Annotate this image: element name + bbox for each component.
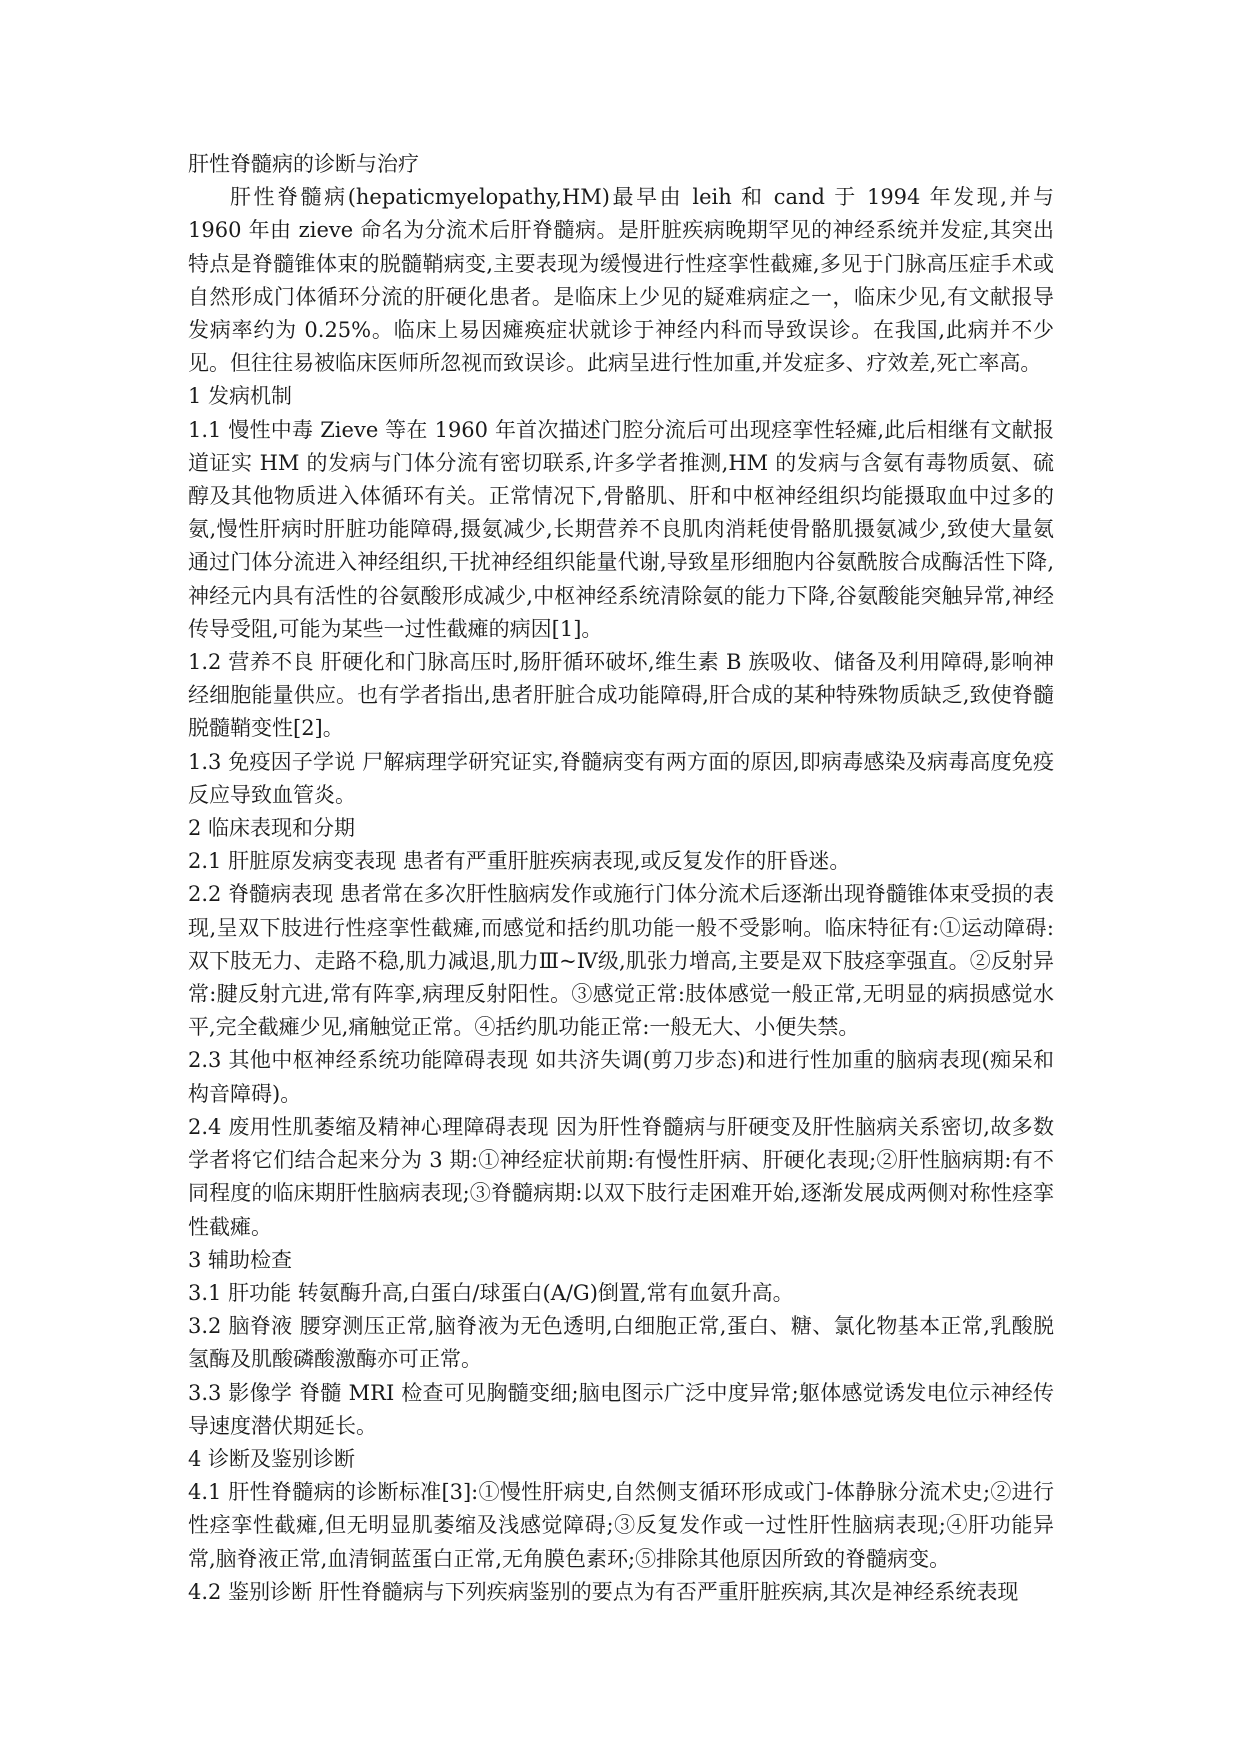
body-paragraph: 肝性脊髓病(hepaticmyelopathy,HM)最早由 leih 和 cand 于 1994 年发现,并与 1960 年由 zieve 命名为分流术后肝脊髓病。是肝脏疾病晚期罕见的神经系统并发症,其突出特点是脊髓锥体束的脱髓鞘病变,主要表现为缓慢进行性痉挛性截瘫,多见于门脉高压症手术或自然形成门体循环分流的肝硬化患者。是临床上少见的疑难病症之一，临床少见,有文献报导发病率约为 0.25%。临床上易因瘫痪症状就诊于神经内科而导致误诊。在我国,此病并不少见。但往往易被临床医师所忽视而致误诊。此病呈进行性加重,并发症多、疗效差,死亡率高。 <box>188 185 1054 376</box>
section-paragraph: 1.1 慢性中毒 Zieve 等在 1960 年首次描述门腔分流后可出现痉挛性轻瘫,此后相继有文献报道证实 HM 的发病与门体分流有密切联系,许多学者推测,HM 的发病与含氨有毒物质氨、硫醇及其他物质进入体循环有关。正常情况下,骨骼肌、肝和中枢神经组织均能摄取血中过多的氨,慢性肝病时肝脏功能障碍,摄氨减少,长期营养不良肌肉消耗使骨骼肌摄氨减少,致使大量氨通过门体分流进入神经组织,干扰神经组织能量代谢,导致星形细胞内谷氨酰胺合成酶活性下降,神经元内具有活性的谷氨酸形成减少,中枢神经系统清除氨的能力下降,谷氨酸能突触异常,神经传导受阻,可能为某些一过性截瘫的病因[1]。 <box>188 417 1054 641</box>
section-paragraph: 2.2 脊髓病表现 患者常在多次肝性脑病发作或施行门体分流术后逐渐出现脊髓锥体束受损的表现,呈双下肢进行性痉挛性截瘫,而感觉和括约肌功能一般不受影响。临床特征有:①运动障碍:双下肢无力、走路不稳,肌力减退,肌力Ⅲ~Ⅳ级,肌张力增高,主要是双下肢痉挛强直。②反射异常:腱反射亢进,常有阵挛,病理反射阳性。③感觉正常:肢体感觉一般正常,无明显的病损感觉水平,完全截瘫少见,痛触觉正常。④括约肌功能正常:一般无大、小便失禁。 <box>188 882 1054 1040</box>
section-paragraph: 1 发病机制 <box>188 384 293 409</box>
section-paragraph: 1.2 营养不良 肝硬化和门脉高压时,肠肝循环破坏,维生素 B 族吸收、储备及利用障碍,影响神经细胞能量供应。也有学者指出,患者肝脏合成功能障碍,肝合成的某种特殊物质缺乏,致使脊髓脱髓鞘变性[2]。 <box>188 650 1054 741</box>
section-paragraph: 4.2 鉴别诊断 肝性脊髓病与下列疾病鉴别的要点为有否严重肝脏疾病,其次是神经系统表现 <box>188 1579 1019 1604</box>
section-paragraph: 3.3 影像学 脊髓 MRI 检查可见胸髓变细;脑电图示广泛中度异常;躯体感觉诱发电位示神经传导速度潜伏期延长。 <box>188 1380 1054 1438</box>
section-paragraph: 3.1 肝功能 转氨酶升高,白蛋白/球蛋白(A/G)倒置,常有血氨升高。 <box>188 1280 794 1305</box>
section-paragraph: 3 辅助检查 <box>188 1247 293 1272</box>
document-title: 肝性脊髓病的诊断与治疗 <box>188 152 419 176</box>
section-paragraph: 2.4 废用性肌萎缩及精神心理障碍表现 因为肝性脊髓病与肝硬变及肝性脑病关系密切,故多数学者将它们结合起来分为 3 期:①神经症状前期:有慢性肝病、肝硬化表现;②肝性脑病期:有不同程度的临床期肝性脑病表现;③脊髓病期:以双下肢行走困难开始,逐渐发展成两侧对称性痉挛性截瘫。 <box>188 1114 1054 1239</box>
section-paragraph: 2 临床表现和分期 <box>188 816 356 841</box>
section-paragraph: 2.1 肝脏原发病变表现 患者有严重肝脏疾病表现,或反复发作的肝昏迷。 <box>188 849 851 874</box>
section-paragraph: 3.2 脑脊液 腰穿测压正常,脑脊液为无色透明,白细胞正常,蛋白、糖、氯化物基本正常,乳酸脱氢酶及肌酸磷酸激酶亦可正常。 <box>188 1314 1054 1372</box>
section-paragraph: 2.3 其他中枢神经系统功能障碍表现 如共济失调(剪刀步态)和进行性加重的脑病表现(痴呆和构音障碍)。 <box>188 1048 1054 1106</box>
section-paragraph: 4.1 肝性脊髓病的诊断标准[3]:①慢性肝病史,自然侧支循环形成或门-体静脉分流术史;②进行性痉挛性截瘫,但无明显肌萎缩及浅感觉障碍;③反复发作或一过性肝性脑病表现;④肝功能异常,脑脊液正常,血清铜蓝蛋白正常,无角膜色素环;⑤排除其他原因所致的脊髓病变。 <box>188 1480 1054 1571</box>
section-paragraph: 4 诊断及鉴别诊断 <box>188 1446 356 1471</box>
section-paragraph: 1.3 免疫因子学说 尸解病理学研究证实,脊髓病变有两方面的原因,即病毒感染及病毒高度免疫反应导致血管炎。 <box>188 749 1054 807</box>
paragraph-list <box>188 181 1054 1609</box>
document-body <box>188 148 1054 1609</box>
